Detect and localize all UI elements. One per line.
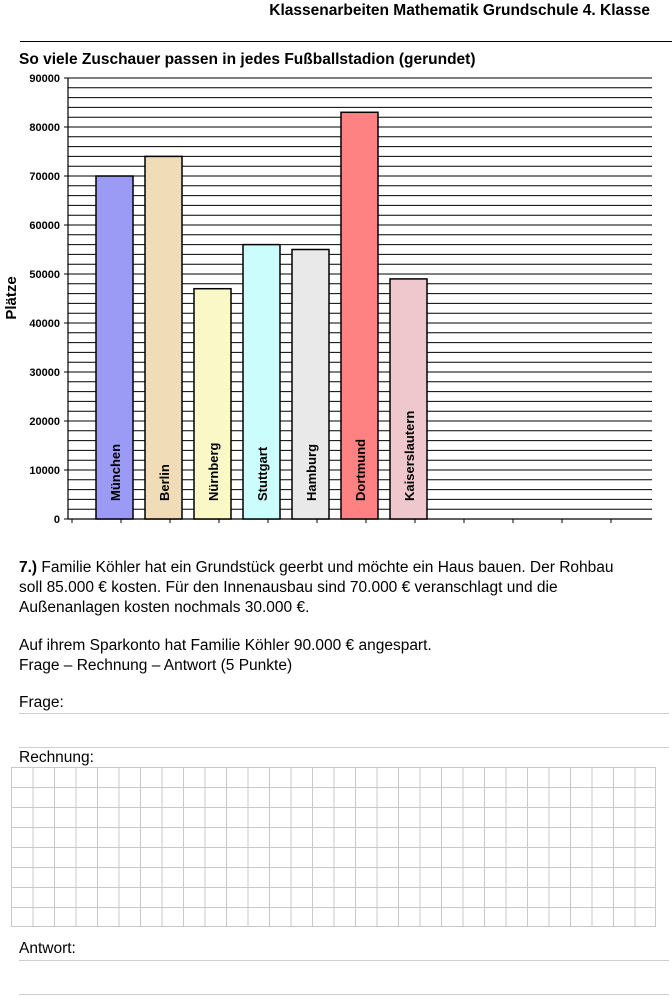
- bar-chart: [0, 70, 672, 530]
- task-text-4: Auf ihrem Sparkonto hat Familie Köhler 90.000 € angespart.: [19, 637, 432, 654]
- y-tick-label: 40000: [29, 318, 60, 330]
- y-tick-label: 0: [53, 514, 60, 526]
- y-tick-label: 20000: [29, 416, 60, 428]
- rechnung-label: Rechnung:: [19, 749, 94, 766]
- task-text-3: Außenanlagen kosten nochmals 30.000 €.: [19, 599, 310, 616]
- header-rule: [20, 41, 672, 42]
- frage-answer-line-2[interactable]: [19, 747, 669, 748]
- y-tick-label: 80000: [29, 122, 60, 134]
- rechnung-grid[interactable]: [11, 767, 656, 927]
- bar-label: Hamburg: [304, 443, 319, 501]
- task-text-5: Frage – Rechnung – Antwort (5 Punkte): [19, 657, 293, 674]
- y-tick-label: 30000: [29, 367, 60, 379]
- bar-label: Berlin: [157, 464, 172, 501]
- y-tick-label: 10000: [29, 465, 60, 477]
- frage-answer-line-1[interactable]: [19, 713, 669, 714]
- antwort-answer-line-1[interactable]: [19, 960, 669, 961]
- bar-label: Kaiserslautern: [402, 410, 417, 501]
- task-number: 7.): [19, 559, 38, 576]
- page-header-title: Klassenarbeiten Mathematik Grundschule 4. Klasse: [269, 2, 650, 19]
- bar-label: Nürnberg: [206, 442, 221, 501]
- bar-label: München: [108, 443, 123, 501]
- chart-title: So viele Zuschauer passen in jedes Fußballstadion (gerundet): [19, 51, 476, 68]
- task-line-1: [19, 558, 614, 577]
- y-tick-label: 50000: [29, 269, 60, 281]
- y-tick-label: 60000: [29, 220, 60, 232]
- y-tick-label: 90000: [29, 73, 60, 85]
- antwort-label: Antwort:: [19, 940, 76, 957]
- antwort-answer-line-2[interactable]: [19, 994, 669, 995]
- frage-label: Frage:: [19, 694, 64, 711]
- task-text-1: Familie Köhler hat ein Grundstück geerbt und möchte ein Haus bauen. Der Rohbau: [41, 559, 614, 576]
- y-axis-label: Plätze: [3, 276, 20, 320]
- bar-label: Stuttgart: [255, 446, 270, 501]
- bar-label: Dortmund: [353, 438, 368, 501]
- task-text-2: soll 85.000 € kosten. Für den Innenausbau sind 70.000 € veranschlagt und die: [19, 579, 558, 596]
- y-tick-label: 70000: [29, 171, 60, 183]
